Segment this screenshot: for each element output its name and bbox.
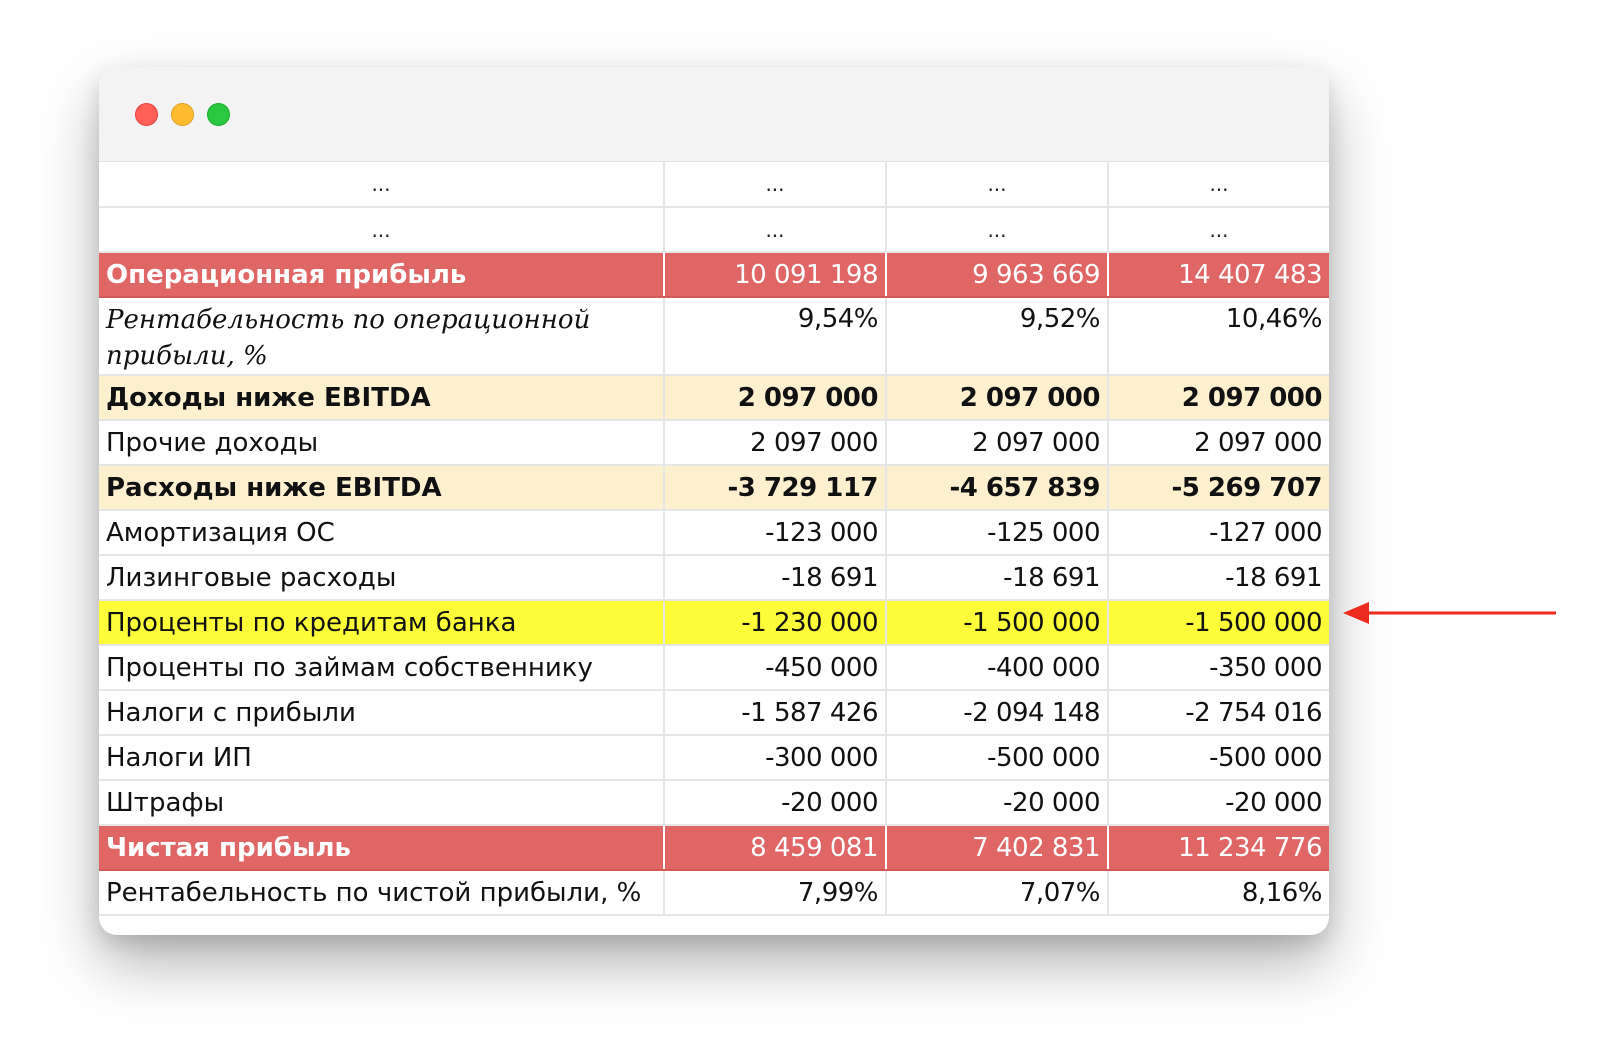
close-button[interactable] [135, 103, 158, 126]
row-label-cell[interactable]: ... [99, 162, 664, 207]
value-cell[interactable]: ... [886, 162, 1108, 207]
value-cell[interactable]: ... [1108, 162, 1329, 207]
row-label-cell[interactable]: Доходы ниже EBITDA [99, 375, 664, 420]
value-cell[interactable]: -20 000 [886, 780, 1108, 825]
row-label-cell[interactable]: Лизинговые расходы [99, 555, 664, 600]
row-label-cell[interactable]: Проценты по займам собственнику [99, 645, 664, 690]
value-cell[interactable]: -4 657 839 [886, 465, 1108, 510]
value-cell[interactable]: -400 000 [886, 645, 1108, 690]
maximize-button[interactable] [207, 103, 230, 126]
net-profit-row [99, 825, 1329, 870]
value-cell[interactable]: 2 097 000 [1108, 420, 1329, 465]
table-row [99, 690, 1329, 735]
value-cell[interactable]: ... [886, 207, 1108, 252]
value-cell[interactable]: -123 000 [664, 510, 886, 555]
value-cell[interactable]: 8 459 081 [664, 825, 886, 870]
value-cell[interactable]: 10,46% [1108, 297, 1329, 375]
value-cell[interactable]: -20 000 [664, 780, 886, 825]
value-cell[interactable]: 7 402 831 [886, 825, 1108, 870]
value-cell[interactable]: 2 097 000 [664, 420, 886, 465]
row-label-cell[interactable]: Чистая прибыль [99, 825, 664, 870]
value-cell[interactable]: -500 000 [1108, 735, 1329, 780]
table-row [99, 510, 1329, 555]
value-cell[interactable]: 11 234 776 [1108, 825, 1329, 870]
row-label-cell[interactable]: Прочие доходы [99, 420, 664, 465]
title-bar [99, 67, 1329, 162]
value-cell[interactable]: 2 097 000 [1108, 375, 1329, 420]
row-label-cell[interactable]: Операционная прибыль [99, 252, 664, 297]
value-cell[interactable]: 2 097 000 [886, 420, 1108, 465]
value-cell[interactable]: ... [1108, 207, 1329, 252]
value-cell[interactable]: -127 000 [1108, 510, 1329, 555]
row-label-cell[interactable]: Налоги ИП [99, 735, 664, 780]
row-label-cell[interactable]: Проценты по кредитам банка [99, 600, 664, 645]
value-cell[interactable]: 7,07% [886, 870, 1108, 915]
value-cell[interactable]: -1 500 000 [1108, 600, 1329, 645]
arrow-left-icon [1343, 600, 1556, 626]
value-cell[interactable]: -500 000 [886, 735, 1108, 780]
operating-margin-row [99, 297, 1329, 375]
minimize-button[interactable] [171, 103, 194, 126]
row-label-cell[interactable]: Рентабельность по чистой прибыли, % [99, 870, 664, 915]
value-cell[interactable]: -1 500 000 [886, 600, 1108, 645]
expenses-below-ebitda-row [99, 465, 1329, 510]
value-cell[interactable]: 9,52% [886, 297, 1108, 375]
value-cell[interactable]: -125 000 [886, 510, 1108, 555]
value-cell[interactable]: -20 000 [1108, 780, 1329, 825]
row-label-cell[interactable]: Штрафы [99, 780, 664, 825]
table-row [99, 555, 1329, 600]
value-cell[interactable]: 9,54% [664, 297, 886, 375]
value-cell[interactable]: 8,16% [1108, 870, 1329, 915]
row-label-cell[interactable]: ... [99, 207, 664, 252]
value-cell[interactable]: -18 691 [1108, 555, 1329, 600]
table-row [99, 735, 1329, 780]
value-cell[interactable]: -2 754 016 [1108, 690, 1329, 735]
table-row [99, 645, 1329, 690]
operating-profit-row [99, 252, 1329, 297]
value-cell[interactable]: -1 587 426 [664, 690, 886, 735]
value-cell[interactable]: 10 091 198 [664, 252, 886, 297]
row-label-cell[interactable]: Амортизация ОС [99, 510, 664, 555]
value-cell[interactable]: -300 000 [664, 735, 886, 780]
value-cell[interactable]: -1 230 000 [664, 600, 886, 645]
value-cell[interactable]: -5 269 707 [1108, 465, 1329, 510]
value-cell[interactable]: -3 729 117 [664, 465, 886, 510]
value-cell[interactable]: 14 407 483 [1108, 252, 1329, 297]
row-label-cell[interactable]: Налоги с прибыли [99, 690, 664, 735]
value-cell[interactable]: -350 000 [1108, 645, 1329, 690]
value-cell[interactable]: ... [664, 207, 886, 252]
value-cell[interactable]: ... [664, 162, 886, 207]
spreadsheet-table [99, 162, 1329, 916]
value-cell[interactable]: 9 963 669 [886, 252, 1108, 297]
row-label-cell[interactable]: Расходы ниже EBITDA [99, 465, 664, 510]
row-label-cell[interactable]: Рентабельность по операционной прибыли, % [99, 297, 664, 375]
value-cell[interactable]: -18 691 [886, 555, 1108, 600]
table-row [99, 780, 1329, 825]
value-cell[interactable]: -18 691 [664, 555, 886, 600]
table-row [99, 207, 1329, 252]
value-cell[interactable]: -2 094 148 [886, 690, 1108, 735]
value-cell[interactable]: 2 097 000 [664, 375, 886, 420]
income-below-ebitda-row [99, 375, 1329, 420]
net-margin-row [99, 870, 1329, 915]
value-cell[interactable]: -450 000 [664, 645, 886, 690]
value-cell[interactable]: 2 097 000 [886, 375, 1108, 420]
table-row [99, 162, 1329, 207]
highlighted-row [99, 600, 1329, 645]
value-cell[interactable]: 7,99% [664, 870, 886, 915]
app-window [99, 67, 1329, 935]
table-row [99, 420, 1329, 465]
